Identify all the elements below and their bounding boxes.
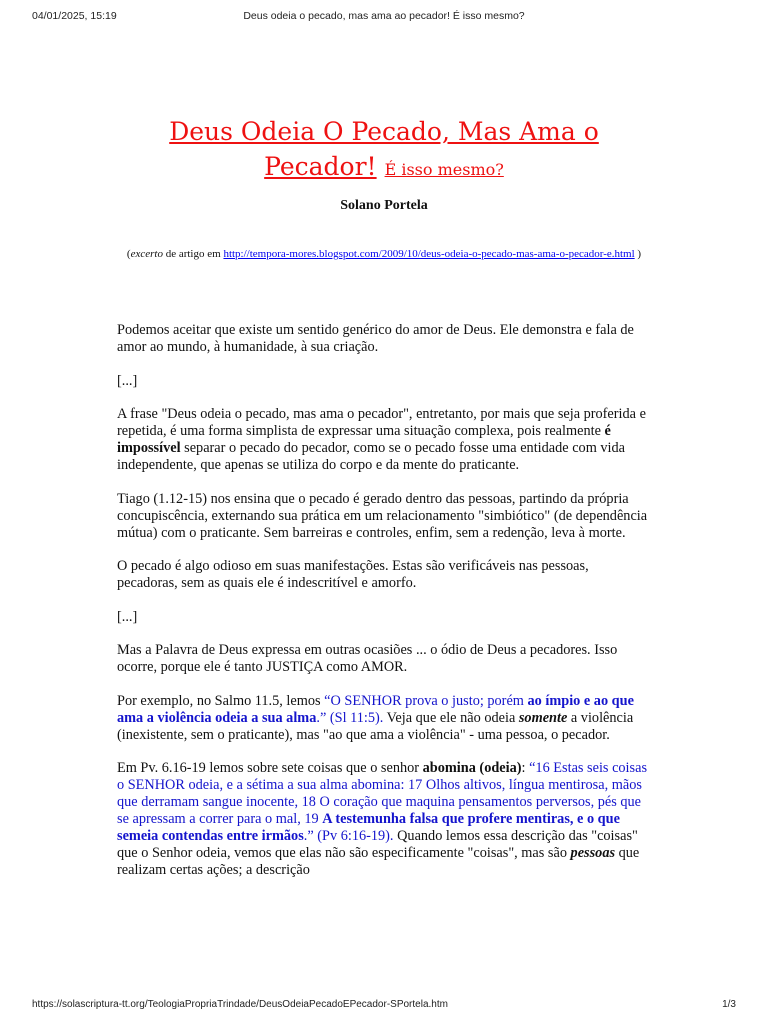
source-prefix: de artigo em [162, 248, 224, 260]
p8-text-end: a violência (inexistente, sem o praticante), mas "ao que ama a violência" - uma pessoa, o pecador. [117, 709, 634, 743]
article-title-main: Deus Odeia O Pecado, Mas Ama o Pecador! [169, 117, 599, 181]
p9-emphasis: abomina (odeia) [422, 760, 522, 776]
paragraph-ellipsis-1: [...] [117, 372, 138, 389]
p9-emphasis-2: pessoas [570, 845, 616, 861]
p3-text: A frase "Deus odeia o pecado, mas ama o pecador", entretanto, por mais que seja proferida e repetida, é uma forma simplista de expressar uma situação complexa, pois realmente [117, 406, 646, 439]
p9-quote-bold: A testemunha falsa que profere mentiras, e o que semeia contendas entre irmãos [117, 811, 620, 844]
p9-intro: Em Pv. 6.16-19 lemos sobre sete coisas que o senhor [117, 760, 423, 776]
article-title-sub: É isso mesmo? [384, 160, 504, 179]
p3-text-end: separar o pecado do pecador, como se o pecado fosse uma entidade com vida independente, que apenas se utiliza do corpo e da mente do praticante. [117, 440, 626, 473]
print-datetime: 04/01/2025, 15:19 [32, 10, 117, 22]
paragraph-3 [117, 406, 651, 474]
paragraph-1: Podemos aceitar que existe um sentido genérico do amor de Deus. Ele demonstra e fala de amor ao mundo, à humanidade, à sua criação. [117, 322, 634, 355]
p3-emphasis: é impossível [117, 423, 611, 456]
paragraph-4: Tiago (1.12-15) nos ensina que o pecado é gerado dentro das pessoas, partindo da própria concupiscência, externando sua prática em um relacionamento "simbiótico" (de dependência mútua) com o praticante. Sem barreiras e controles, enfim, sem a redenção, leva à morte. [117, 490, 648, 541]
p9-quote: “16 Estas seis coisas o SENHOR odeia, e a sétima a sua alma abomina: 17 Olhos altivos, língua mentirosa, mãos que derramam sangue inocente, 18 O coração que maquina pensamentos perversos, pés que se apressam a correr para o mal, 19 [117, 760, 648, 827]
source-excerpt: excerto [130, 248, 163, 260]
print-page-title: Deus odeia o pecado, mas ama ao pecador! É isso mesmo? [243, 10, 525, 22]
p8-emphasis: somente [518, 709, 568, 726]
print-header [32, 10, 736, 26]
paragraph-ellipsis-2: [...] [117, 608, 138, 625]
print-footer [32, 999, 736, 1015]
p9-text-end: que realizam certas ações; a descrição [117, 845, 640, 878]
paragraph-8 [117, 693, 651, 744]
article-author: Solano Portela [340, 198, 428, 213]
paragraph-5: O pecado é algo odioso em suas manifestações. Estas são verificáveis nas pessoas, pecadoras, sem as quais ele é indescritível e amorfo. [117, 558, 589, 591]
p8-text: Veja que ele não odeia [383, 709, 519, 726]
paragraph-7: Mas a Palavra de Deus expressa em outras ocasiões ... o ódio de Deus a pecadores. Isso ocorre, porque ele é tanto JUSTIÇA como AMOR. [117, 642, 618, 675]
print-url: https://solascriptura-tt.org/TeologiaPropriaTrindade/DeusOdeiaPecadoEPecador-SPortela.htm [32, 999, 448, 1010]
article-title [117, 114, 651, 187]
article-source: (excerto de artigo em http://tempora-mores.blogspot.com/2009/10/deus-odeia-o-pecado-mas-ama-o-pecador-e.html ) [126, 248, 642, 260]
paragraph-9 [117, 760, 651, 879]
p8-intro: Por exemplo, no Salmo 11.5, lemos [117, 692, 325, 709]
p9-text: Quando lemos essa descrição das "coisas" que o Senhor odeia, vemos que elas não são especificamente "coisas", mas são [117, 828, 638, 861]
p8-quote: “O SENHOR prova o justo; porém [324, 692, 528, 709]
p9-colon: : [521, 760, 530, 776]
print-page-number: 1/3 [722, 999, 736, 1010]
p8-quote-bold: ao ímpio e ao que ama a violência odeia a sua alma [117, 692, 634, 726]
p8-quote-ref: .” (Sl 11:5). [316, 709, 384, 726]
article-body [117, 322, 651, 896]
p9-quote-ref: .” (Pv 6:16-19). [303, 828, 394, 844]
source-link[interactable]: http://tempora-mores.blogspot.com/2009/10/deus-odeia-o-pecado-mas-ama-o-pecador-e.html [223, 248, 635, 260]
source-suffix: ) [634, 248, 642, 260]
